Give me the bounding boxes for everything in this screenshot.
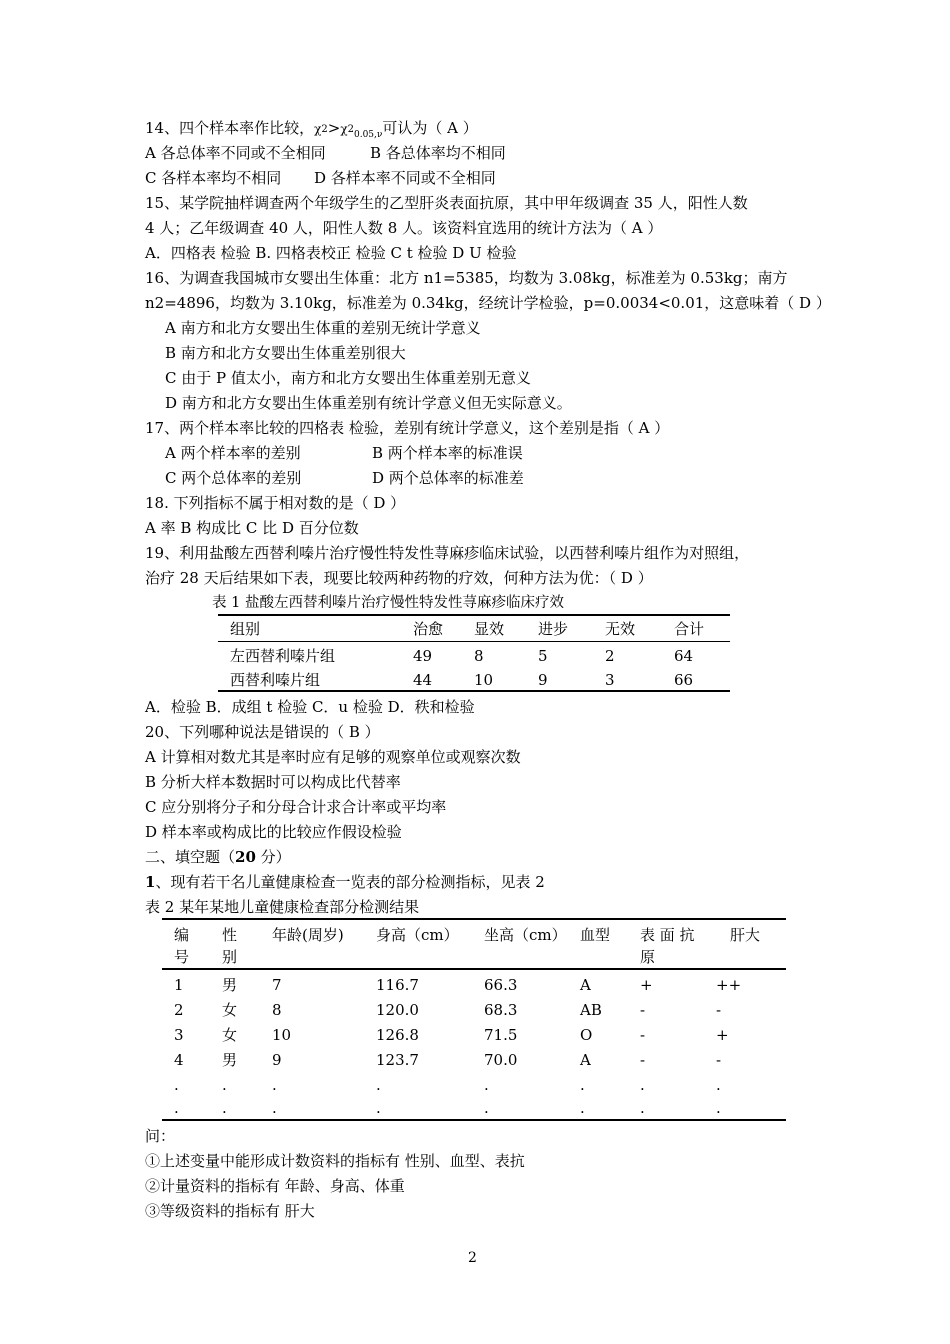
table1-cell: 66 [674,671,694,689]
table2-cell: + [716,1026,729,1044]
table2-top-rule [162,918,786,920]
q18-options: A 率 B 构成比 C 比 D 百分位数 [145,519,359,537]
q17-option-b: B 两个样本率的标准误 [372,444,523,462]
section2-title-prefix: 二、填空题（ [145,848,236,866]
table1-cell: 49 [413,647,433,665]
table2-cell: 116.7 [376,976,419,994]
table2-cell: - [640,1051,646,1069]
table2-header-cell: 表 面 抗 [640,926,695,944]
table1-cell: 西替利嗪片组 [230,671,321,689]
table2-cell: - [716,1051,722,1069]
table2-cell: . [716,1099,721,1117]
table1-cell: 3 [605,671,615,689]
table2-header-cell: 号 [174,948,190,966]
table2-header-cell: 肝大 [730,926,761,944]
q17-option-c: C 两个总体率的差别 [165,469,302,487]
table2-cell: 2 [174,1001,184,1019]
table2-header-cell: 坐高（cm） [484,926,567,944]
q15-line2: 4 人；乙年级调查 40 人，阳性人数 8 人。该资料宜选用的统计方法为（ A ） [145,219,663,237]
table2-bottom-rule [162,1119,786,1121]
table1-cell: 5 [538,647,548,665]
q17-option-d: D 两个总体率的标准差 [372,469,524,487]
table2-cell: . [640,1076,645,1094]
table1-cell: 10 [474,671,494,689]
section2-title-suffix: ） [275,848,291,866]
q14-option-d: D 各样本率不同或不全相同 [314,169,496,187]
table2-cell: 126.8 [376,1026,419,1044]
table1-cell: 8 [474,647,484,665]
table2-cell: - [640,1001,646,1019]
section2-title [145,847,291,867]
table2-header-cell: 血型 [580,926,611,944]
table1-caption: 表 1 盐酸左西替利嗪片治疗慢性特发性荨麻疹临床疗效 [212,595,564,611]
q16-line2: n2=4896，均数为 3.10kg，标准差为 0.34kg，经统计学检验，p=0.0034<0.01，这意味着（ D ） [145,294,831,312]
answer-3: ③等级资料的指标有 肝大 [145,1202,315,1220]
table2-cell: 70.0 [484,1051,518,1069]
table1-header-cell: 治愈 [413,620,444,638]
page-number: 2 [468,1250,477,1266]
table2-cell: 120.0 [376,1001,419,1019]
q19-options: A．检验 B．成组 t 检验 C．u 检验 D．秩和检验 [145,698,475,716]
q16-option-a: A 南方和北方女婴出生体重的差别无统计学意义 [165,319,481,337]
table2-cell: . [716,1076,721,1094]
q20-line1: 20、下列哪种说法是错误的（ B ） [145,723,380,741]
table2-caption: 表 2 某年某地儿童健康检查部分检测结果 [145,898,420,916]
table2-cell: 4 [174,1051,184,1069]
answer-2: ②计量资料的指标有 年龄、身高、体重 [145,1177,405,1195]
table1-cell: 44 [413,671,433,689]
table2-header-cell: 年龄(周岁) [272,926,344,944]
table2-cell: . [222,1076,227,1094]
table2-cell: 8 [272,1001,282,1019]
answer-1: ①上述变量中能形成计数资料的指标有 性别、血型、表抗 [145,1152,525,1170]
q14-stem [145,118,478,141]
section2-points-unit: 分 [255,848,276,866]
q14-option-c: C 各样本率均不相同 [145,169,282,187]
q19-line1: 19、利用盐酸左西替利嗪片治疗慢性特发性荨麻疹临床试验，以西替利嗪片组作为对照组， [145,544,750,562]
table2-cell: AB [580,1001,602,1019]
table2-cell: 123.7 [376,1051,419,1069]
ask-label: 问： [145,1127,176,1145]
fill-q1-text: 、现有若干名儿童健康检查一览表的部分检测指标，见表 2 [155,873,545,891]
table2-cell: 1 [174,976,184,994]
table2-cell: A [580,976,591,994]
table2-cell: . [580,1099,585,1117]
table2-cell: 男 [222,976,238,994]
q14-option-b: B 各总体率均不相同 [370,144,506,162]
q16-line1: 16、为调查我国城市女婴出生体重：北方 n1=5385，均数为 3.08kg，标准差为 0.53kg；南方 [145,269,788,287]
table2-header-cell: 别 [222,948,238,966]
table1-header-cell: 组别 [230,620,261,638]
section2-points: 20 [235,848,256,866]
table2-cell: 66.3 [484,976,518,994]
table2-cell: - [640,1026,646,1044]
subscript-alpha: 0.05, [353,130,377,140]
table2-cell: 女 [222,1026,238,1044]
q14-prefix: 14、四个样本率作比较， [145,119,315,137]
table1-header-cell: 无效 [605,620,636,638]
table2-cell: O [580,1026,593,1044]
table2-cell: 9 [272,1051,282,1069]
q16-option-d: D 南方和北方女婴出生体重差别有统计学意义但无实际意义。 [165,394,572,412]
q14-answer: 可认为（ A ） [382,119,478,137]
table2-cell: . [640,1099,645,1117]
table2-cell: 10 [272,1026,292,1044]
table1-cell: 左西替利嗪片组 [230,647,336,665]
table2-cell: . [272,1076,277,1094]
table2-cell: 68.3 [484,1001,518,1019]
table2-cell: . [222,1099,227,1117]
table2-header-rule [162,968,786,970]
table2-header-cell: 身高（cm） [376,926,459,944]
subscript-nu: ν [376,130,383,140]
q20-option-c: C 应分别将分子和分母合计求合计率或平均率 [145,798,447,816]
table2-cell: . [272,1099,277,1117]
table2-cell: ++ [716,976,742,994]
table2-cell: 7 [272,976,282,994]
table2-cell: 男 [222,1051,238,1069]
fill-q1-number: 1 [145,873,156,891]
q14-option-a: A 各总体率不同或不全相同 [145,144,326,162]
superscript-2: 2 [347,124,354,135]
table2-cell: . [484,1076,489,1094]
superscript-2: 2 [321,124,328,135]
table2-cell: . [174,1076,179,1094]
table2-header-cell: 编 [174,926,190,944]
chi-symbol: χ [314,122,322,136]
q16-option-c: C 由于 P 值太小，南方和北方女婴出生体重差别无意义 [165,369,531,387]
q17-line1: 17、两个样本率比较的四格表 检验，差别有统计学意义，这个差别是指（ A ） [145,419,670,437]
table1-top-rule [218,614,730,616]
table1-header-cell: 显效 [474,620,505,638]
q20-option-a: A 计算相对数尤其是率时应有足够的观察单位或观察次数 [145,748,521,766]
table2-header-cell: 性 [222,926,238,944]
q17-option-a: A 两个样本率的差别 [165,444,301,462]
table2-cell: 71.5 [484,1026,518,1044]
table2-cell: - [716,1001,722,1019]
chi-symbol: χ [340,122,348,136]
table2-header-cell: 原 [640,948,656,966]
table1-cell: 64 [674,647,694,665]
q18-line1: 18. 下列指标不属于相对数的是（ D ） [145,494,406,512]
table1-cell: 2 [605,647,615,665]
table2-cell: . [376,1099,381,1117]
table2-cell: . [174,1099,179,1117]
table2-cell: . [376,1076,381,1094]
table2-cell: 3 [174,1026,184,1044]
table1-header-cell: 进步 [538,620,569,638]
q16-option-b: B 南方和北方女婴出生体重差别很大 [165,344,406,362]
table2-cell: . [484,1099,489,1117]
table2-cell: 女 [222,1001,238,1019]
greater-than: > [327,119,341,137]
q15-options: A．四格表 检验 B. 四格表校正 检验 C t 检验 D U 检验 [145,244,517,262]
table1-header-rule [218,641,730,642]
q20-option-b: B 分析大样本数据时可以构成比代替率 [145,773,401,791]
q15-line1: 15、某学院抽样调查两个年级学生的乙型肝炎表面抗原，其中甲年级调查 35 人，阳性人数 [145,194,748,212]
table2-cell: A [580,1051,591,1069]
q19-line2: 治疗 28 天后结果如下表，现要比较两种药物的疗效，何种方法为优：（ D ） [145,569,653,587]
q20-option-d: D 样本率或构成比的比较应作假设检验 [145,823,402,841]
table1-cell: 9 [538,671,548,689]
table2-cell: + [640,976,653,994]
table2-cell: . [580,1076,585,1094]
fill-q1 [145,872,545,892]
table1-header-cell: 合计 [674,620,705,638]
table1-bottom-rule [218,690,730,692]
